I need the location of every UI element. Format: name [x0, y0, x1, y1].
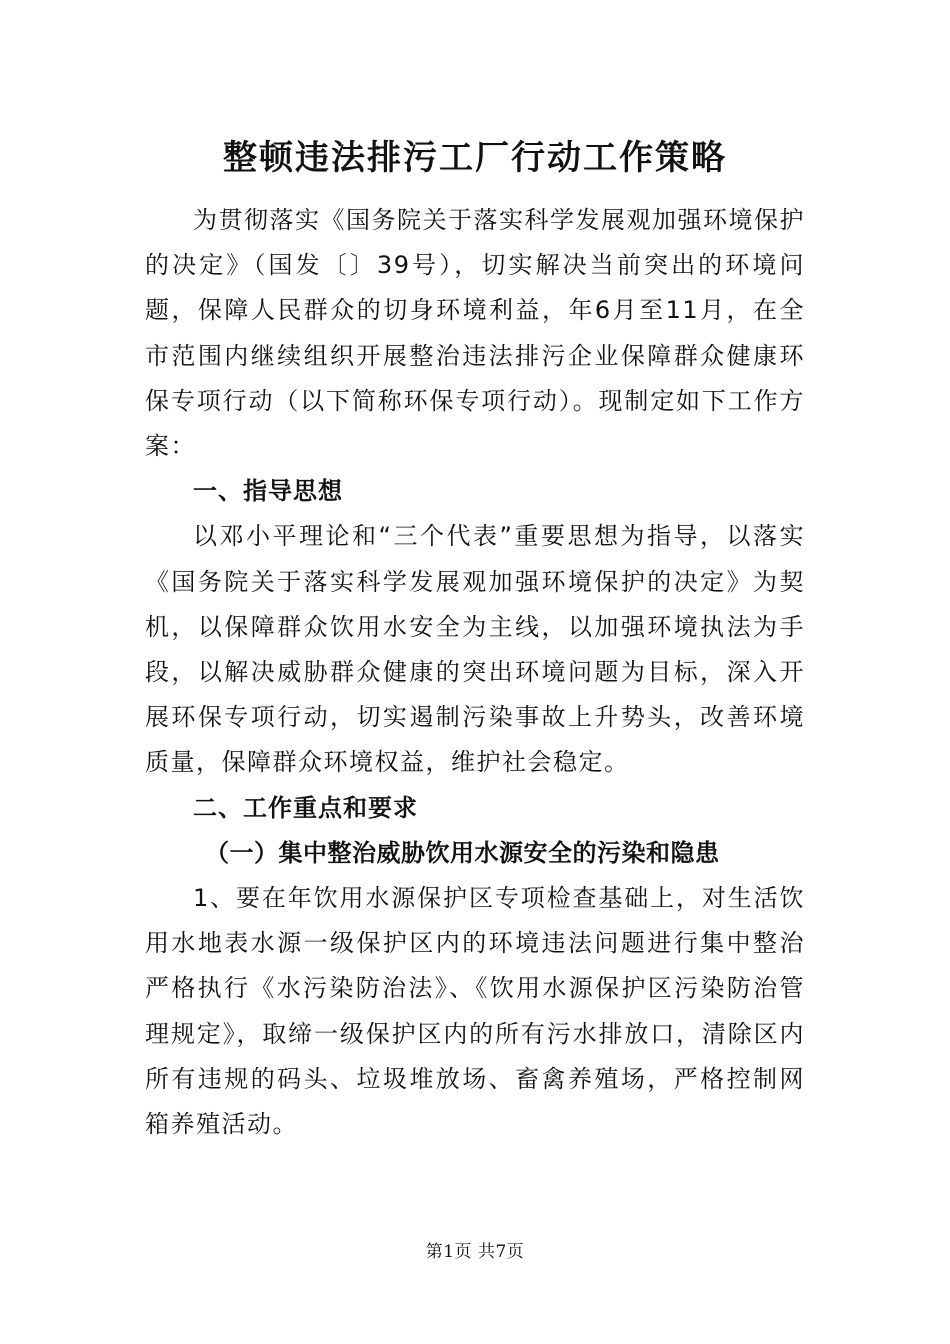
- document-title: 整顿违法排污工厂行动工作策略: [223, 138, 727, 178]
- section-heading-guiding-ideology: 一、指导思想: [193, 477, 343, 506]
- item-1-paragraph: 1、要在年饮用水源保护区专项检查基础上，对生活饮用水地表水源一级保护区内的环境违法问题进行集中整治严格执行《水污染防治法》、《饮用水源保护区污染防治管理规定》，取缔一级保护区内的所有污水排放口，清除区内所有违规的码头、垃圾堆放场、畜禽养殖场，严格控制网箱养殖活动。: [145, 884, 805, 1139]
- section-heading-work-priorities: 二、工作重点和要求: [193, 793, 418, 822]
- subsection-heading-water-source: （一）集中整治威胁饮用水源安全的污染和隐患: [205, 838, 720, 867]
- guiding-ideology-paragraph: 以邓小平理论和“三个代表”重要思想为指导，以落实《国务院关于落实科学发展观加强环境保护的决定》为契机，以保障群众饮用水安全为主线，以加强环境执法为手段，以解决威胁群众健康的突出环境问题为目标，深入开展环保专项行动，切实遏制污染事故上升势头，改善环境质量，保障群众环境权益，维护社会稳定。: [145, 522, 805, 777]
- document-body: [145, 198, 805, 1147]
- page-footer: 第1页 共7页: [425, 1242, 525, 1262]
- intro-paragraph: 为贯彻落实《国务院关于落实科学发展观加强环境保护的决定》（国发〔〕39号），切实解决当前突出的环境问题，保障人民群众的切身环境利益，年6月至11月，在全市范围内继续组织开展整治违法排污企业保障群众健康环保专项行动（以下简称环保专项行动）。现制定如下工作方案：: [145, 206, 805, 461]
